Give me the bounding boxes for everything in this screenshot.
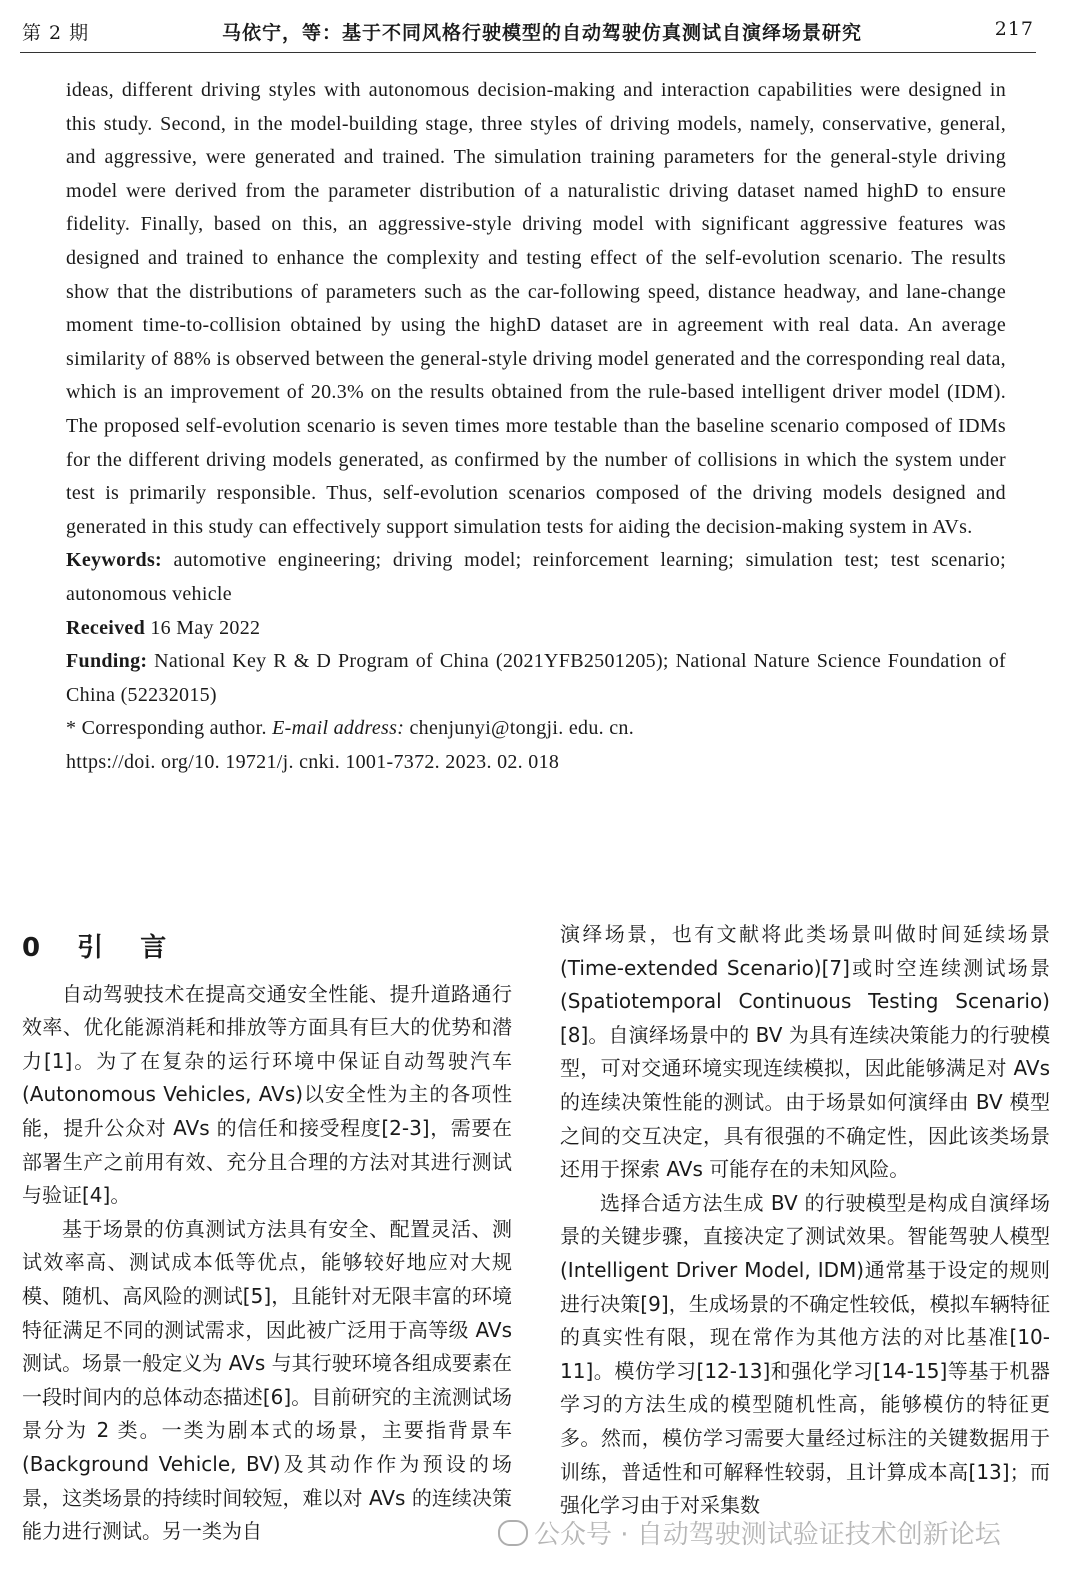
issue-number: 第 2 期 [22,22,90,44]
intro-paragraph-2: 基于场景的仿真测试方法具有安全、配置灵活、测试效率高、测试成本低等优点，能够较好地应对大规模、随机、高风险的测试[5]，且能针对无限丰富的环境特征满足不同的测试需求，因此被广泛用于高等级 AVs 测试。场景一般定义为 AVs 与其行驶环境各组成要素在一段时间内的总体动态描述[6]。目前研究的主流测试场景分为 2 类。一类为剧本式的场景，主要指背景车(Background Vehicle, BV)及其动作作为预设的场景，这类场景的持续时间较短，难以对 AVs 的连续决策能力进行测试。另一类为自 [22,1216,512,1544]
abstract-text: ideas, different driving styles with autonomous decision-making and interaction capabilities were designed in this study. Second, in the model-building stage, three styles of driving models, namely, conservative, general, and aggressive, were generated and trained. The simulation training parameters for the general-style driving model were derived from the parameter distribution of a naturalistic driving dataset named highD to ensure fidelity. Finally, based on this, an aggressive-style driving model with significant aggressive features was designed and trained to enhance the complexity and testing effect of the self-evolution scenario. The results show that the distributions of parameters such as the car-following speed, distance headway, and lane-change moment time-to-collision obtained by using the highD dataset are in agreement with real data. An average similarity of 88% is observed between the general-style driving model generated and the corresponding real data, which is an improvement of 20.3% on the results obtained from the rule-based intelligent driver model (IDM). The proposed self-evolution scenario is seven times more testable than the baseline scenario composed of IDMs for the different driving models generated, as confirmed by the number of collisions in which the system under test is primarily responsible. Thus, self-evolution scenarios composed of the driving models designed and generated in this study can effectively support simulation tests for aiding the decision-making system in AVs. [66,79,1006,538]
received-line [66,612,1006,646]
section-title: 0 引 言 [22,933,181,963]
running-title: 马依宁，等：基于不同风格行驶模型的自动驾驶仿真测试自演绎场景研究 [222,22,863,44]
intro-paragraph-continued: 演绎场景，也有文献将此类场景叫做时间延续场景(Time-extended Scenario)[7]或时空连续测试场景(Spatiotemporal Continuous Testing Scenario)[8]。自演绎场景中的 BV 为具有连续决策能力的行驶模型，可对交通环境实现连续模拟，因此能够满足对 AVs 的连续决策性能的测试。由于场景如何演绎由 BV 模型之间的交互决定，具有很强的不确定性，因此该类场景还用于探索 AVs 可能存在的未知风险。 [560,922,1050,1182]
funding-text: National Key R & D Program of China (2021YFB2501205); National Nature Science Foundation of China (52232015) [66,650,1006,706]
email-label: E-mail address: [272,717,405,740]
keywords-line [66,544,1006,611]
intro-paragraph-1: 自动驾驶技术在提高交通安全性能、提升道路通行效率、优化能源消耗和排放等方面具有巨大的优势和潜力[1]。为了在复杂的运行环境中保证自动驾驶汽车(Autonomous Vehicles, AVs)以安全性为主的各项性能，提升公众对 AVs 的信任和接受程度[2-3]，需要在部署生产之前用有效、充分且合理的方法对其进行测试与验证[4]。 [22,981,512,1208]
header-rule [20,52,1036,53]
corresponding-line [66,712,1006,746]
funding-line [66,645,1006,712]
received-label: Received [66,616,146,639]
funding-label: Funding: [66,650,148,673]
keywords-label: Keywords: [66,549,163,572]
left-column [22,932,512,1549]
abstract-block [66,74,1006,779]
running-head [22,18,1034,48]
right-column [560,918,1050,1523]
keywords-text: automotive engineering; driving model; reinforcement learning; simulation test; test scenario; autonomous vehicle [66,549,1006,605]
received-date: 16 May 2022 [150,616,261,639]
watermark-text: 公众号 · 自动驾驶测试验证技术创新论坛 [534,1520,1001,1550]
corresponding-prefix: * Corresponding author. [66,717,267,740]
doi-link[interactable]: https://doi. org/10. 19721/j. cnki. 1001-7372. 2023. 02. 018 [66,750,560,773]
page-number: 217 [994,18,1034,40]
intro-paragraph-3: 选择合适方法生成 BV 的行驶模型是构成自演绎场景的关键步骤，直接决定了测试效果。智能驾驶人模型(Intelligent Driver Model, IDM)通常基于设定的规则进行决策[9]，生成场景的不确定性较低，模拟车辆特征的真实性有限，现在常作为其他方法的对比基准[10-11]。模仿学习[12-13]和强化学习[14-15]等基于机器学习的方法生成的模型随机性高，能够模仿的特征更多。然而，模仿学习需要大量经过标注的关键数据用于训练，普适性和可解释性较弱，且计算成本高[13]；而强化学习由于对采集数 [560,1190,1050,1518]
email-address[interactable]: chenjunyi@tongji. edu. cn. [409,717,634,740]
